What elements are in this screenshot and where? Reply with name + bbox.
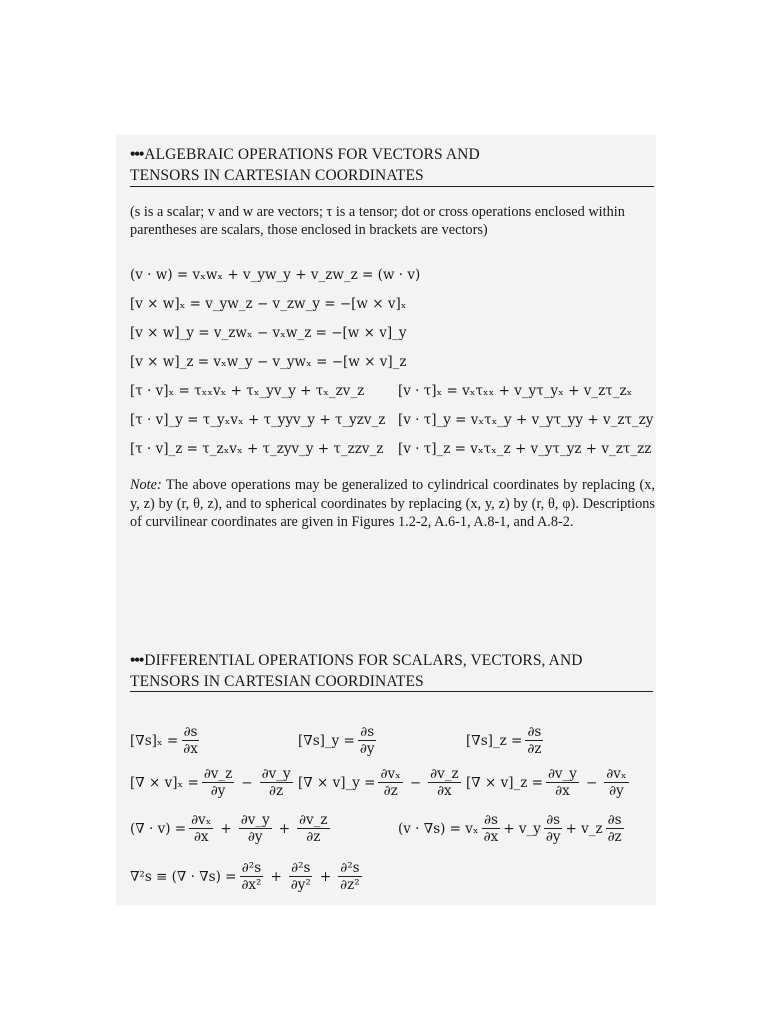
- algebraic-section-heading: [130, 144, 670, 186]
- denominator: ∂z²: [340, 877, 360, 893]
- numerator: ∂vₓ: [606, 766, 627, 782]
- heading-bullets: •••: [130, 146, 144, 163]
- plus-sign: +: [270, 868, 282, 885]
- fraction: [604, 766, 628, 799]
- intro-paragraph: (s is a scalar; v and w are vectors; τ is a tensor; dot or cross operations enclosed within parentheses are scalars, those enclosed in brackets are vectors): [130, 204, 625, 238]
- denominator: ∂z: [306, 829, 321, 845]
- divergence-equation: [130, 812, 333, 845]
- denominator: ∂x: [183, 741, 198, 757]
- equation-left: [τ · v]_z = τ_zₓvₓ + τ_zyv_y + τ_zzv_z: [130, 441, 384, 457]
- numerator: ∂²s: [241, 860, 262, 876]
- fraction: [544, 812, 563, 845]
- equation-right: [v · τ]ₓ = vₓτₓₓ + v_yτ_yₓ + v_zτ_zₓ: [398, 383, 633, 399]
- numerator: ∂²s: [340, 860, 360, 876]
- numerator: ∂vₓ: [191, 812, 212, 828]
- fraction: [202, 766, 234, 799]
- heading-line-1: DIFFERENTIAL OPERATIONS FOR SCALARS, VECTORS, AND: [144, 652, 583, 669]
- denominator: ∂x: [555, 783, 570, 799]
- section-rule: [130, 691, 653, 692]
- denominator: ∂y: [210, 783, 226, 799]
- minus-sign: −: [241, 774, 253, 791]
- note-text: The above operations may be generalized to cylindrical coordinates by replacing (x, y, z) by (r, θ, z), and to spherical coordinates by replacing (x, y, z) by (r, θ, φ). Descriptions of curvilinear coordinates are given in Figures 1.2-2, A.6-1, A.8-1, and A.8-2.: [130, 477, 655, 531]
- fraction: [606, 812, 624, 845]
- plus-sign: +: [319, 868, 332, 885]
- heading-bullets: •••: [130, 652, 144, 669]
- equation-lhs: (v · ∇s) = vₓ: [398, 820, 479, 837]
- fraction: [260, 766, 293, 799]
- equation-left: [τ · v]ₓ = τₓₓvₓ + τₓ_yv_y + τₓ_zv_z: [130, 383, 365, 399]
- denominator: ∂y: [545, 829, 561, 845]
- denominator: ∂z: [527, 741, 542, 757]
- numerator: ∂v_z: [299, 812, 328, 828]
- gradient-y-equation: [298, 724, 379, 757]
- numerator: ∂s: [483, 812, 498, 828]
- curl-y-equation: [298, 766, 464, 799]
- equation-lhs: [∇s]ₓ =: [130, 732, 179, 749]
- numerator: ∂v_y: [547, 766, 577, 782]
- fraction: [525, 724, 543, 757]
- numerator: ∂s: [607, 812, 622, 828]
- equation-lhs: [∇ × v]ₓ =: [130, 774, 199, 791]
- equation-lhs: [∇ × v]_y =: [298, 774, 376, 791]
- fraction: [297, 812, 329, 845]
- denominator: ∂x: [437, 783, 452, 799]
- numerator: ∂vₓ: [380, 766, 401, 782]
- numerator: ∂s: [546, 812, 561, 828]
- fraction: [378, 766, 402, 799]
- curl-x-equation: [130, 766, 296, 799]
- equation-lhs: [∇s]_y =: [298, 732, 355, 749]
- denominator: ∂z: [607, 829, 622, 845]
- denominator: ∂x: [193, 829, 209, 845]
- fraction: [181, 724, 200, 757]
- fraction: [358, 724, 377, 757]
- equation-left: [v × w]_y = v_zwₓ − vₓw_z = −[w × v]_y: [130, 325, 407, 341]
- heading-line-2: TENSORS IN CARTESIAN COORDINATES: [130, 167, 424, 184]
- numerator: ∂s: [527, 724, 542, 740]
- note-label: Note:: [130, 477, 162, 493]
- fraction: [189, 812, 213, 845]
- equation-lhs: (∇ · v) =: [130, 820, 187, 837]
- note-paragraph: [130, 476, 655, 532]
- laplacian-equation: [130, 860, 365, 893]
- equation-left: (v · w) = vₓwₓ + v_yw_y + v_zw_z = (w · v): [130, 267, 421, 283]
- fraction: [428, 766, 460, 799]
- equation-right: [v · τ]_y = vₓτₓ_y + v_yτ_yy + v_zτ_zy: [398, 412, 654, 428]
- gradient-z-equation: [466, 724, 546, 757]
- fraction: [239, 812, 272, 845]
- denominator: ∂x: [483, 829, 499, 845]
- denominator: ∂z: [269, 783, 284, 799]
- coefficient: + v_z: [565, 820, 603, 837]
- minus-sign: −: [585, 774, 598, 791]
- denominator: ∂y²: [290, 877, 311, 893]
- heading-line-2: TENSORS IN CARTESIAN COORDINATES: [130, 673, 424, 690]
- equation-right: [v · τ]_z = vₓτₓ_z + v_yτ_yz + v_zτ_zz: [398, 441, 652, 457]
- denominator: ∂z: [383, 783, 398, 799]
- fraction: [482, 812, 501, 845]
- numerator: ∂v_z: [430, 766, 459, 782]
- denominator: ∂y: [609, 783, 624, 799]
- fraction: [338, 860, 362, 893]
- heading-line-1: ALGEBRAIC OPERATIONS FOR VECTORS AND: [144, 146, 480, 163]
- denominator: ∂y: [247, 829, 263, 845]
- minus-sign: −: [409, 774, 422, 791]
- denominator: ∂x²: [241, 877, 262, 893]
- fraction: [239, 860, 263, 893]
- coefficient: + v_y: [503, 820, 541, 837]
- equation-left: [v × w]_z = vₓw_y − v_ywₓ = −[w × v]_z: [130, 354, 407, 370]
- numerator: ∂s: [360, 724, 375, 740]
- differential-section-heading: [130, 650, 670, 692]
- numerator: ∂v_y: [240, 812, 270, 828]
- section-rule: [130, 186, 654, 187]
- equation-lhs: [∇s]_z =: [466, 732, 523, 749]
- numerator: ∂²s: [291, 860, 311, 876]
- fraction: [289, 860, 313, 893]
- advective-equation: [398, 812, 627, 845]
- numerator: ∂v_y: [261, 766, 291, 782]
- equation-lhs: [∇ × v]_z =: [466, 774, 543, 791]
- plus-sign: +: [278, 820, 291, 837]
- fraction: [546, 766, 579, 799]
- numerator: ∂v_z: [203, 766, 233, 782]
- denominator: ∂y: [359, 741, 375, 757]
- gradient-x-equation: [130, 724, 203, 757]
- equation-lhs: ∇²s ≡ (∇ · ∇s) =: [130, 868, 237, 885]
- numerator: ∂s: [183, 724, 198, 740]
- plus-sign: +: [220, 820, 232, 837]
- equation-left: [τ · v]_y = τ_yₓvₓ + τ_yyv_y + τ_yzv_z: [130, 412, 386, 428]
- equation-left: [v × w]ₓ = v_yw_z − v_zw_y = −[w × v]ₓ: [130, 296, 407, 312]
- curl-z-equation: [466, 766, 632, 799]
